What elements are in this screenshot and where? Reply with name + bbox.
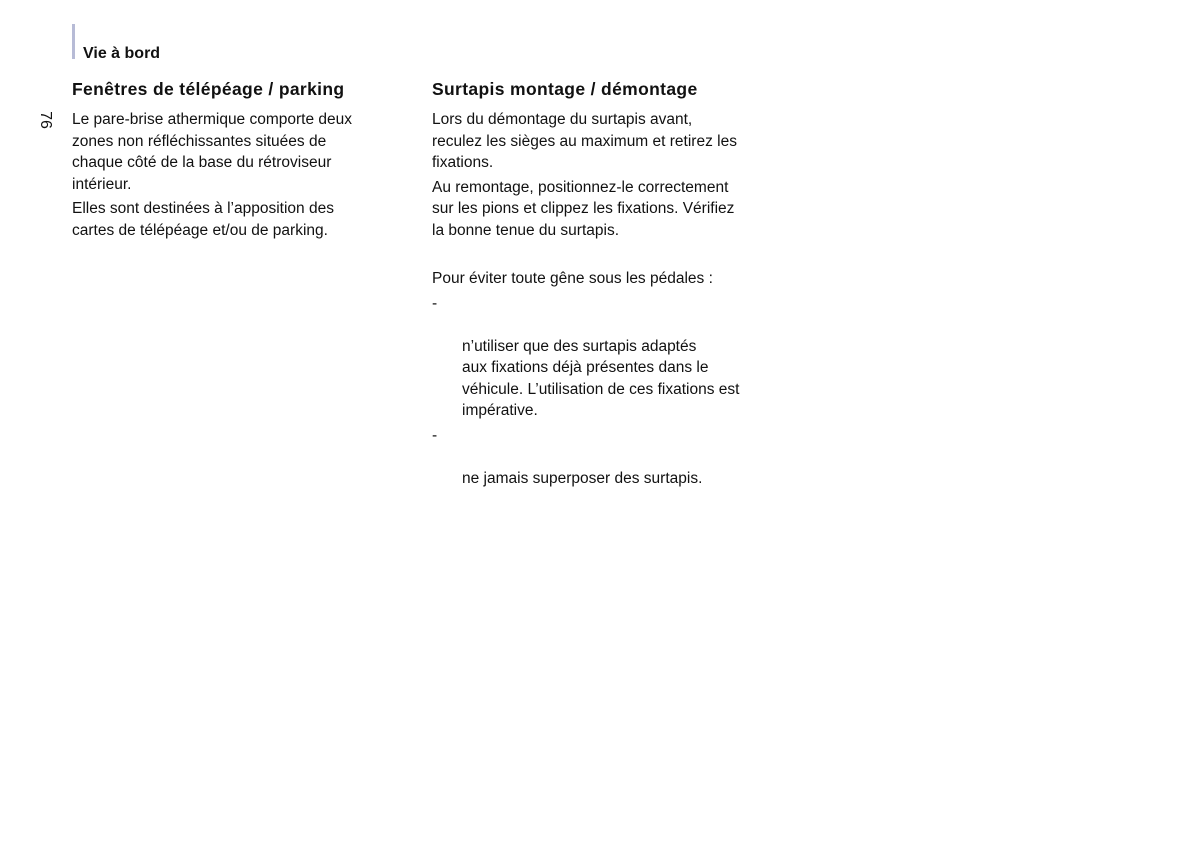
list-item-text: ne jamais superposer des surtapis. — [462, 469, 703, 487]
spacer — [432, 244, 792, 268]
paragraph-windscreen-zones: Le pare-brise athermique comporte deux zones non réfléchissantes situées de chaque côté de la base du rétroviseur intérieur. — [72, 111, 353, 193]
paragraph-toll-cards: Elles sont destinées à l’apposition des cartes de télépéage et/ou de parking. — [72, 200, 334, 239]
paragraph-removal: Lors du démontage du surtapis avant, reculez les sièges au maximum et retirez les fixations. — [432, 111, 737, 171]
dash-bullet: - — [432, 426, 438, 444]
left-column — [72, 78, 402, 244]
list-item — [432, 425, 792, 490]
paragraph-refitting: Au remontage, positionnez-le correctement sur les pions et clippez les fixations. Vérifiez la bonne tenue du surtapis. — [432, 178, 735, 239]
heading-toll-parking-windows: Fenêtres de télépéage / parking — [72, 79, 345, 99]
heading-floor-mat: Surtapis montage / démontage — [432, 79, 698, 99]
precautions-list — [432, 293, 792, 490]
right-column — [432, 78, 792, 492]
section-marker-bar — [72, 24, 75, 59]
page-number: 76 — [37, 111, 54, 129]
section-title: Vie à bord — [83, 45, 161, 62]
dash-bullet: - — [432, 294, 438, 312]
list-item — [432, 293, 792, 422]
list-intro: Pour éviter toute gêne sous les pédales : — [432, 270, 713, 287]
list-item-text: n’utiliser que des surtapis adaptés aux fixations déjà présentes dans le véhicule. L’utilisation de ces fixations est impérative. — [462, 337, 740, 419]
